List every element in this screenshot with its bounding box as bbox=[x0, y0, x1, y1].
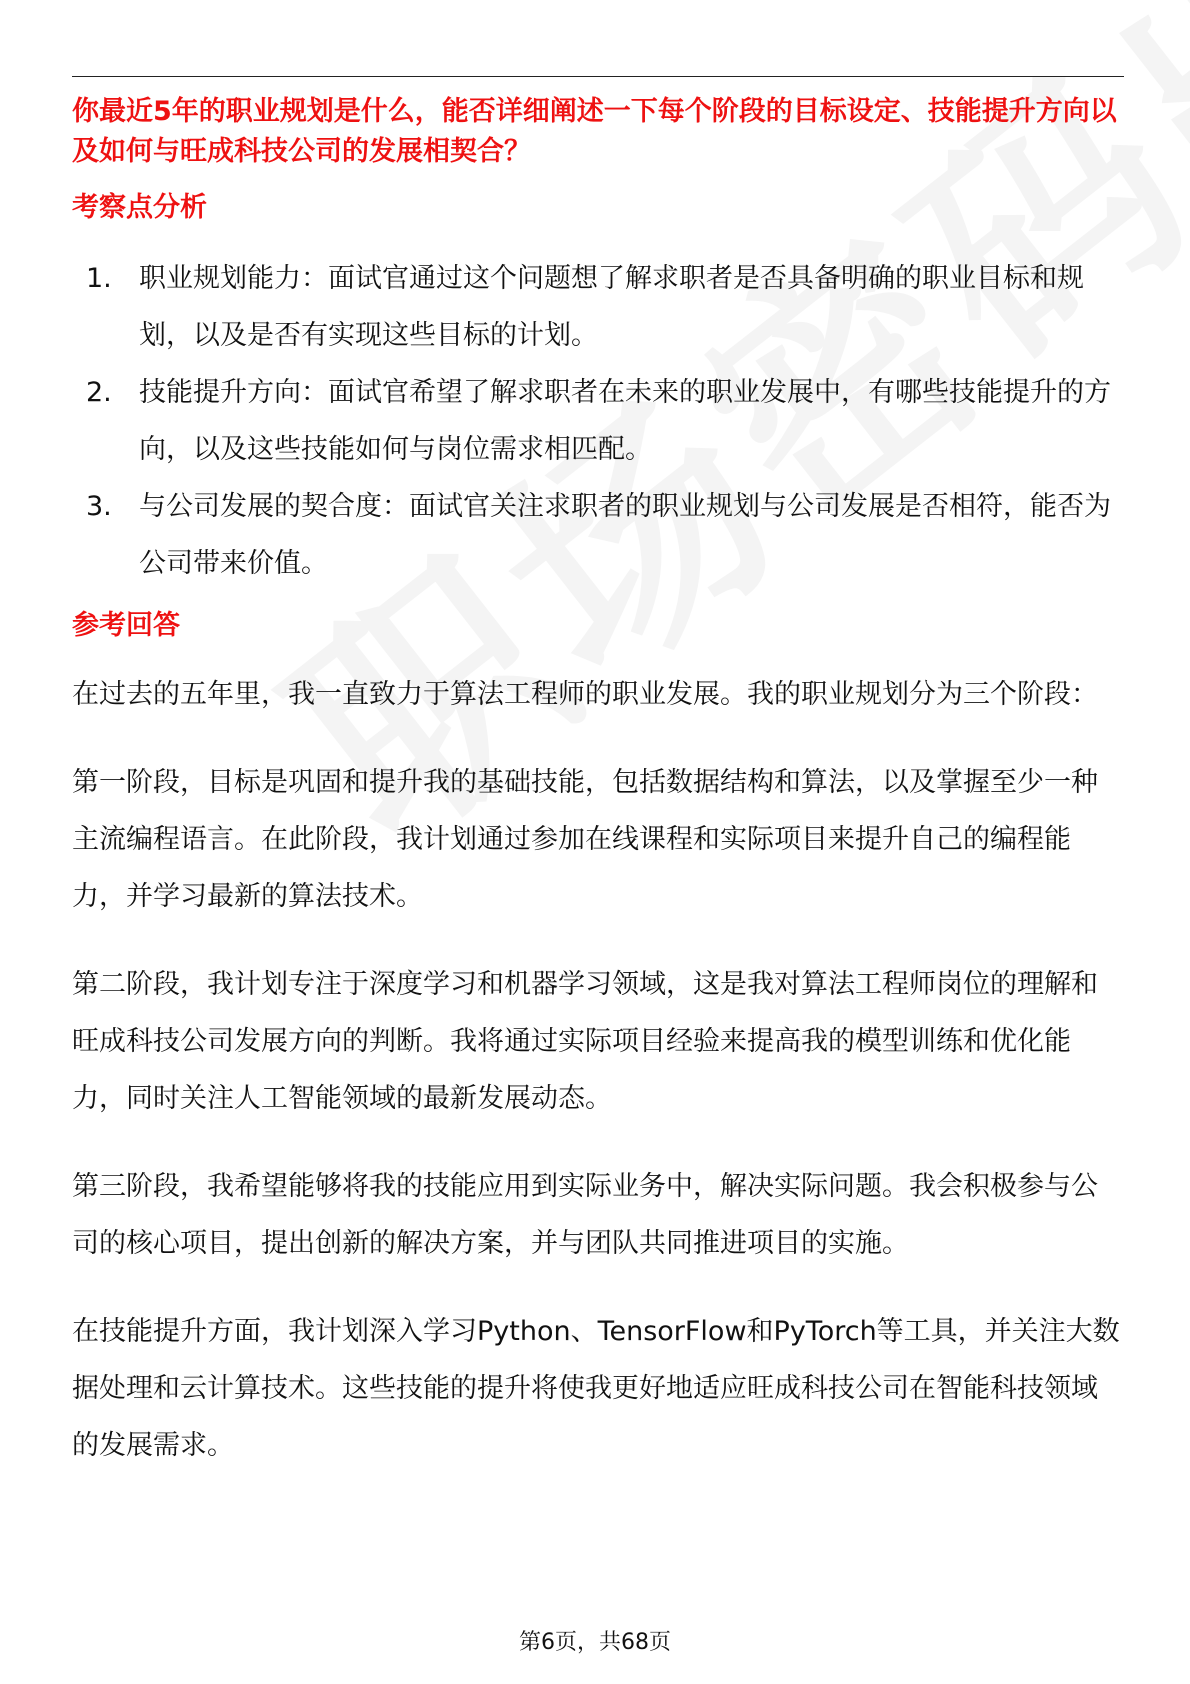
answer-paragraph: 在技能提升方面，我计划深入学习Python、TensorFlow和PyTorch等工具，并关注大数据处理和云计算技术。这些技能的提升将使我更好地适应旺成科技公司在智能科技领域的发展需求。 bbox=[72, 1316, 1120, 1461]
list-item-text: 职业规划能力：面试官通过这个问题想了解求职者是否具备明确的职业目标和规划，以及是否有实现这些目标的计划。 bbox=[139, 263, 1084, 351]
list-item-text: 与公司发展的契合度：面试官关注求职者的职业规划与公司发展是否相符，能否为公司带来价值。 bbox=[139, 491, 1111, 579]
page-number: 第6页，共68页 bbox=[519, 1630, 671, 1655]
document-body bbox=[72, 92, 1124, 1474]
list-item bbox=[72, 478, 1124, 592]
list-item-number: 1. bbox=[86, 263, 112, 294]
answer-paragraph: 在过去的五年里，我一直致力于算法工程师的职业发展。我的职业规划分为三个阶段： bbox=[72, 679, 1098, 710]
answer-heading: 参考回答 bbox=[72, 610, 180, 641]
list-item bbox=[72, 250, 1124, 364]
list-item-number: 2. bbox=[86, 377, 112, 408]
list-item-number: 3. bbox=[86, 491, 112, 522]
analysis-heading: 考察点分析 bbox=[72, 192, 207, 223]
answer-paragraph: 第一阶段，目标是巩固和提升我的基础技能，包括数据结构和算法，以及掌握至少一种主流编程语言。在此阶段，我计划通过参加在线课程和实际项目来提升自己的编程能力，并学习最新的算法技术。 bbox=[72, 767, 1098, 912]
analysis-list bbox=[72, 250, 1124, 592]
list-item-text: 技能提升方向：面试官希望了解求职者在未来的职业发展中，有哪些技能提升的方向，以及这些技能如何与岗位需求相匹配。 bbox=[139, 377, 1111, 465]
question-title: 你最近5年的职业规划是什么，能否详细阐述一下每个阶段的目标设定、技能提升方向以及如何与旺成科技公司的发展相契合？ bbox=[72, 96, 1117, 167]
list-item bbox=[72, 364, 1124, 478]
top-rule bbox=[72, 76, 1124, 77]
answer-paragraph: 第二阶段，我计划专注于深度学习和机器学习领域，这是我对算法工程师岗位的理解和旺成科技公司发展方向的判断。我将通过实际项目经验来提高我的模型训练和优化能力，同时关注人工智能领域的最新发展动态。 bbox=[72, 969, 1098, 1114]
answer-paragraph: 第三阶段，我希望能够将我的技能应用到实际业务中，解决实际问题。我会积极参与公司的核心项目，提出创新的解决方案，并与团队共同推进项目的实施。 bbox=[72, 1171, 1098, 1259]
